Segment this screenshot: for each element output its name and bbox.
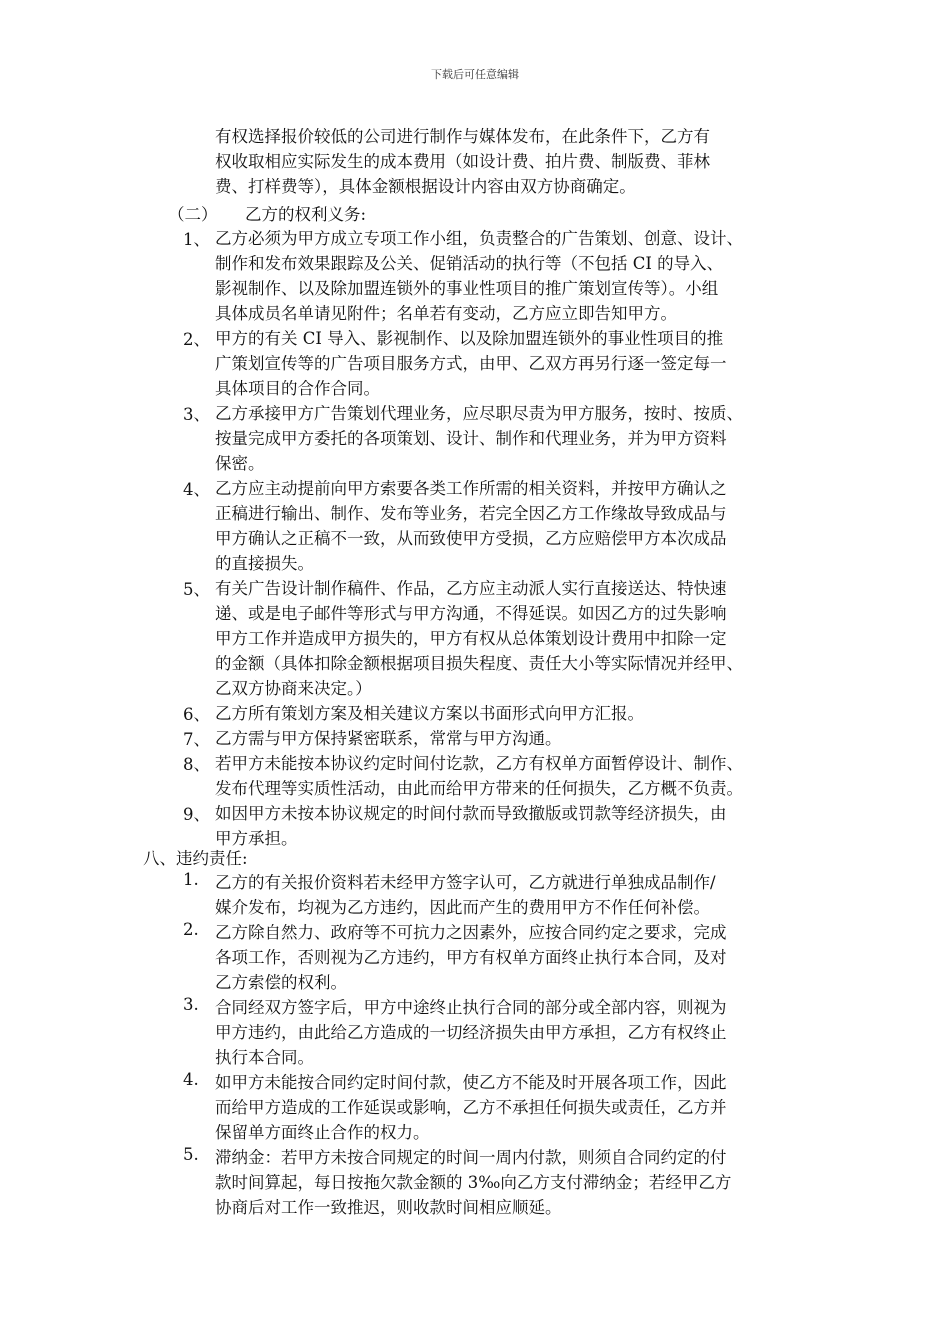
text-line: 媒介发布，均视为乙方违约，因此而产生的费用甲方不作任何补偿。 — [215, 898, 710, 917]
text-line: 制作和发布效果跟踪及公关、促销活动的执行等（不包括 CI 的导入、 — [215, 254, 724, 273]
list-item — [215, 920, 727, 995]
list-item-number: 2. — [183, 920, 199, 939]
text-line: 甲方违约，由此给乙方造成的一切经济损失由甲方承担，乙方有权终止 — [215, 1023, 727, 1042]
text-line: 的直接损失。 — [215, 554, 314, 573]
text-line: 乙方需与甲方保持紧密联系，常常与甲方沟通。 — [215, 729, 562, 748]
list-item — [215, 576, 743, 701]
text-line: 乙方承接甲方广告策划代理业务，应尽职尽责为甲方服务，按时、按质、 — [215, 404, 743, 423]
list-item-number: 4. — [183, 1070, 199, 1089]
text-line: 的金额（具体扣除金额根据项目损失程度、责任大小等实际情况并经甲、 — [215, 654, 743, 673]
text-line: 而给甲方造成的工作延误或影响，乙方不承担任何损失或责任，乙方并 — [215, 1098, 727, 1117]
intro-paragraph — [215, 124, 710, 199]
list-item — [215, 226, 743, 326]
list-item — [215, 801, 727, 851]
list-item — [215, 870, 716, 920]
text-line: 甲方确认之正稿不一致，从而致使甲方受损，乙方应赔偿甲方本次成品 — [215, 529, 727, 548]
text-line: 乙方应主动提前向甲方索要各类工作所需的相关资料，并按甲方确认之 — [215, 479, 727, 498]
text-line: 甲方的有关 CI 导入、影视制作、以及除加盟连锁外的事业性项目的推 — [215, 329, 724, 348]
list-item-number: 8、 — [183, 755, 210, 774]
text-line: 递、或是电子邮件等形式与甲方沟通，不得延误。如因乙方的过失影响 — [215, 604, 727, 623]
text-line: 甲方承担。 — [215, 829, 298, 848]
text-line: 如甲方未能按合同约定时间付款，使乙方不能及时开展各项工作，因此 — [215, 1073, 727, 1092]
list-item — [215, 1145, 731, 1220]
list-item — [215, 326, 727, 401]
list-item-number: 9、 — [183, 805, 210, 824]
list-item — [215, 1070, 727, 1145]
page-header: 下载后可任意编辑 — [431, 68, 519, 81]
section-heading: 八、违约责任: — [143, 849, 248, 868]
list-item — [215, 995, 727, 1070]
list-item-number: 4、 — [183, 480, 210, 499]
text-line: 有关广告设计制作稿件、作品，乙方应主动派人实行直接送达、特快速 — [215, 579, 727, 598]
text-line: 权收取相应实际发生的成本费用（如设计费、拍片费、制版费、菲林 — [215, 152, 710, 171]
text-line: 乙方的有关报价资料若未经甲方签字认可，乙方就进行单独成品制作/ — [215, 873, 716, 892]
text-line: 正稿进行输出、制作、发布等业务，若完全因乙方工作缘故导致成品与 — [215, 504, 727, 523]
list-item — [215, 401, 743, 476]
text-line: 保密。 — [215, 454, 265, 473]
text-line: 乙方除自然力、政府等不可抗力之因素外，应按合同约定之要求，完成 — [215, 923, 727, 942]
text-line: 按量完成甲方委托的各项策划、设计、制作和代理业务，并为甲方资料 — [215, 429, 727, 448]
list-item-number: 3. — [183, 995, 199, 1014]
list-item-number: 2、 — [183, 330, 210, 349]
text-line: 各项工作，否则视为乙方违约，甲方有权单方面终止执行本合同，及对 — [215, 948, 727, 967]
text-line: 广策划宣传等的广告项目服务方式，由甲、乙双方再另行逐一签定每一 — [215, 354, 727, 373]
text-line: 如因甲方未按本协议规定的时间付款而导致撤版或罚款等经济损失，由 — [215, 804, 727, 823]
list-item-number: 5. — [183, 1145, 199, 1164]
section-number: （二） — [168, 205, 218, 224]
list-item-number: 5、 — [183, 580, 210, 599]
text-line: 款时间算起，每日按拖欠款金额的 3‰向乙方支付滞纳金；若经甲乙方 — [215, 1173, 732, 1192]
list-item — [215, 726, 562, 751]
text-line: 执行本合同。 — [215, 1048, 314, 1067]
text-line: 乙方索偿的权利。 — [215, 973, 347, 992]
list-item-number: 1、 — [183, 230, 210, 249]
text-line: 滞纳金：若甲方未按合同规定的时间一周内付款，则须自合同约定的付 — [215, 1148, 727, 1167]
list-item-number: 7、 — [183, 730, 210, 749]
text-line: 发布代理等实质性活动，由此而给甲方带来的任何损失，乙方概不负责。 — [215, 779, 743, 798]
text-line: 影视制作、以及除加盟连锁外的事业性项目的推广策划宣传等）。小组 — [215, 279, 719, 298]
text-line: 乙方必须为甲方成立专项工作小组，负责整合的广告策划、创意、设计、 — [215, 229, 743, 248]
list-item-number: 1. — [183, 870, 199, 889]
list-item — [215, 701, 644, 726]
list-item-number: 6、 — [183, 705, 210, 724]
text-line: 具体成员名单请见附件；名单若有变动，乙方应立即告知甲方。 — [215, 304, 677, 323]
text-line: 具体项目的合作合同。 — [215, 379, 380, 398]
section-heading: 乙方的权利义务: — [245, 205, 367, 224]
text-line: 乙双方协商来决定。） — [215, 679, 372, 698]
text-line: 合同经双方签字后，甲方中途终止执行合同的部分或全部内容，则视为 — [215, 998, 727, 1017]
text-line: 有权选择报价较低的公司进行制作与媒体发布，在此条件下，乙方有 — [215, 127, 710, 146]
text-line: 乙方所有策划方案及相关建议方案以书面形式向甲方汇报。 — [215, 704, 644, 723]
list-item — [215, 476, 727, 576]
text-line: 甲方工作并造成甲方损失的，甲方有权从总体策划设计费用中扣除一定 — [215, 629, 727, 648]
text-line: 费、打样费等），具体金额根据设计内容由双方协商确定。 — [215, 177, 636, 196]
text-line: 协商后对工作一致推迟，则收款时间相应顺延。 — [215, 1198, 562, 1217]
list-item-number: 3、 — [183, 405, 210, 424]
list-item — [215, 751, 743, 801]
text-line: 保留单方面终止合作的权力。 — [215, 1123, 430, 1142]
text-line: 若甲方未能按本协议约定时间付讫款，乙方有权单方面暂停设计、制作、 — [215, 754, 743, 773]
